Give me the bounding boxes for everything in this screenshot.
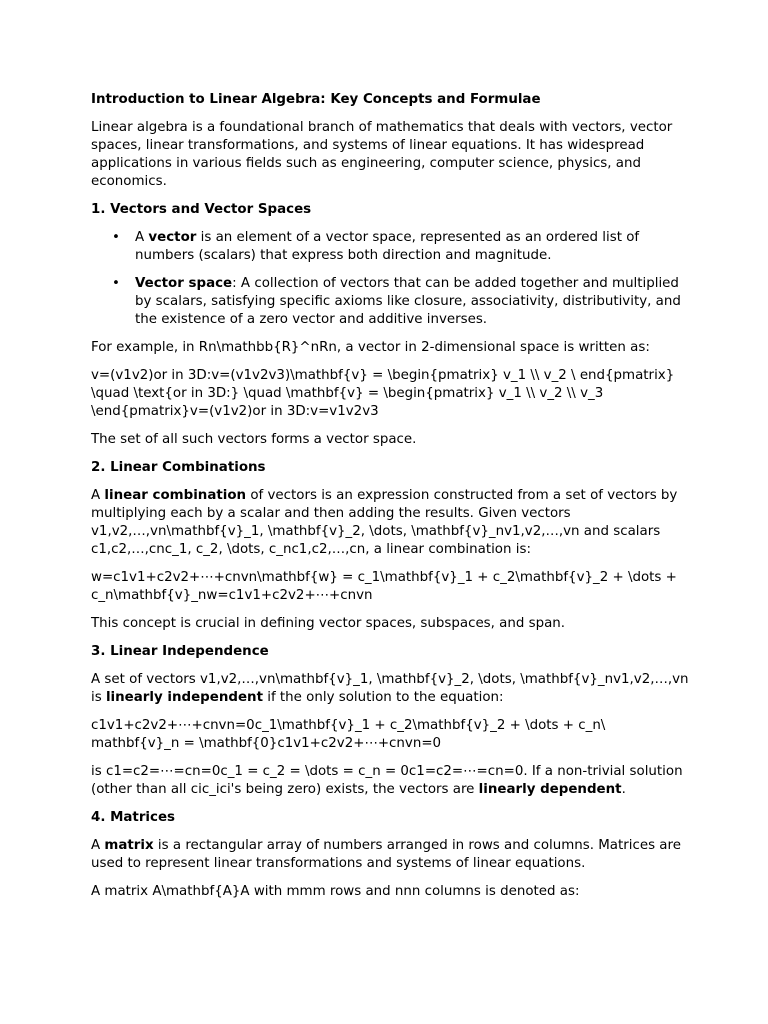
linear-combination-formula: w=c1v1+c2v2+⋯+cnvn\mathbf{w} = c_1\mathbf{v}_1 + c_2\mathbf{v}_2 + \dots + c_n\mathbf{v}_nw=c1v1+c2v2+⋯+cnvn — [91, 570, 677, 603]
linear-independence-formula: c1v1+c2v2+⋯+cnvn=0c_1\mathbf{v}_1 + c_2\mathbf{v}_2 + \dots + c_n\ mathbf{v}_n = \mathbf{0}c1v1+c2v2+⋯+cnvn=0 — [91, 718, 606, 751]
section-heading-vectors: 1. Vectors and Vector Spaces — [91, 202, 312, 217]
bullet-icon: • — [112, 230, 120, 245]
linear-independence-paragraph: A set of vectors v1,v2,…,vn\mathbf{v}_1, \mathbf{v}_2, \dots, \mathbf{v}_nv1,v2,…,vn is linearly independent if the only solution to the equation: — [91, 672, 689, 705]
matrix-closing: A matrix A\mathbf{A}A with mmm rows and nnn columns is denoted as: — [91, 884, 580, 899]
term-vector: vector — [148, 230, 197, 245]
section-heading-matrices: 4. Matrices — [91, 810, 176, 825]
term-linear-combination: linear combination — [104, 488, 247, 503]
term-matrix: matrix — [104, 838, 154, 853]
list-item: • A vector is an element of a vector space, represented as an ordered list of numbers (scalars) that express both direction and magnitude. — [112, 230, 640, 263]
vector-formula: v=(v1v2)or in 3D:v=(v1v2v3)\mathbf{v} = \begin{pmatrix} v_1 \\ v_2 \ end{pmatrix} \quad \text{or in 3D:} \quad \mathbf{v} = \begin{pmatrix} v_1 \\ v_2 \\ v_3 \end{pmatrix}v=(v1v2)or in 3D:v=v1v2v3 — [91, 368, 675, 419]
matrix-paragraph: A matrix is a rectangular array of numbers arranged in rows and columns. Matrices are used to represent linear transformations and systems of linear equations. — [91, 838, 681, 871]
linear-combination-closing: This concept is crucial in defining vector spaces, subspaces, and span. — [91, 616, 566, 631]
list-item: • Vector space: A collection of vectors that can be added together and multiplied by scalars, satisfying specific axioms like closure, associativity, distributivity, and the existence of a zero vector and additive inverses. — [112, 276, 681, 327]
document-page — [91, 91, 691, 911]
section-heading-linear-independence: 3. Linear Independence — [91, 644, 269, 659]
section-heading-linear-combinations: 2. Linear Combinations — [91, 460, 266, 475]
term-vector-space: Vector space — [135, 276, 233, 291]
term-linearly-independent: linearly independent — [105, 690, 263, 705]
document-title: Introduction to Linear Algebra: Key Concepts and Formulae — [91, 92, 541, 107]
intro-paragraph: Linear algebra is a foundational branch of mathematics that deals with vectors, vector spaces, linear transformations, and systems of linear equations. It has widespread applications in various fields such as engineering, computer science, physics, and economics. — [91, 120, 673, 189]
linear-independence-closing: is c1=c2=⋯=cn=0c_1 = c_2 = \dots = c_n = 0c1=c2=⋯=cn=0. If a non-trivial solution (other than all cic_ici's being zero) exists, the vectors are linearly dependent. — [91, 764, 683, 797]
vector-space-closing: The set of all such vectors forms a vector space. — [91, 432, 417, 447]
bullet-icon: • — [112, 276, 120, 291]
example-paragraph: For example, in Rn\mathbb{R}^nRn, a vector in 2-dimensional space is written as: — [91, 340, 650, 355]
term-linearly-dependent: linearly dependent — [478, 782, 622, 797]
vector-definitions-list — [91, 229, 691, 329]
linear-combination-paragraph: A linear combination of vectors is an expression constructed from a set of vectors by multiplying each by a scalar and then adding the results. Given vectors v1,v2,…,vn\mathbf{v}_1, \mathbf{v}_2, \dots, \mathbf{v}_nv1,v2,…,vn and scalars c1,c2,…,cnc_1, c_2, \dots, c_nc1,c2,…,cn, a linear combination is: — [91, 488, 678, 557]
